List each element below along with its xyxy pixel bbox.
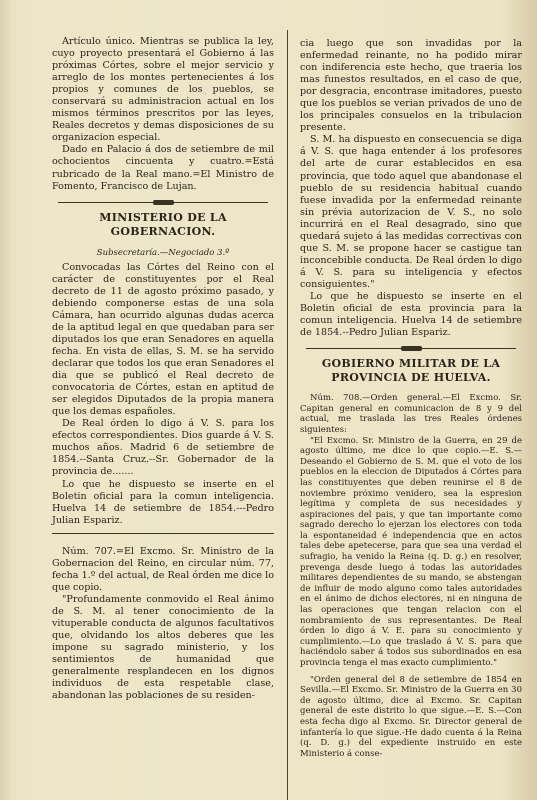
- left-column: [52, 36, 274, 702]
- order-708-heading: Núm. 708.—Orden general.—El Excmo. Sr. Capitan general en comunicacion de 8 y 9 del actual, me traslada las tres Reales órdenes siguientes:: [300, 393, 522, 435]
- gob-paragraph: Lo que he dispuesto se inserte en el Boletin oficial para la comun inteligencia. Huelva 14 de setiembre de 1854.---Pedro Julian Espariz.: [52, 478, 274, 526]
- divider-rule: [52, 533, 274, 534]
- section-title-gobernacion: MINISTERIO DE LA GOBERNACION.: [99, 210, 227, 238]
- gob-paragraph: De Real órden lo digo á V. S. para los efectos correspondientes. Dios guarde á V. S. muchos años. Madrid 6 de setiembre de 1854.--Santa Cruz.--Sr. Gobernador de la provincia de.......: [52, 418, 274, 478]
- continuation-paragraph: cia luego que son invadidas por la enfermedad reinante, no ha podido mirar con indiferencia este hecho, que traeria los mas funestos resultados, en el caso de que, por desgracia, encontrase imitadores, puesto que los pueblos se verian privados de uno de los principales consuelos en la tribulacion presente.: [300, 38, 522, 134]
- ornamental-rule: [58, 199, 268, 205]
- right-column: [300, 38, 522, 759]
- circular-707-body: "Profundamente conmovido el Real ánimo de S. M. al tener conocimiento de la vituperable conducta de algunos facultativos que, olvidando los altos deberes que les impone su sagrado ministerio, y los sentimientos de humanidad que generalmente resplandecen en los dignos individuos de esta respetable clase, abandonan las poblaciones de su residen-: [52, 593, 274, 702]
- column-divider: [287, 30, 288, 800]
- continuation-paragraph: Lo que he dispuesto se inserte en el Boletin oficial de esta provincia para la comun inteligencia. Huelva 14 de setiembre de 1854.--Pedro Julian Espariz.: [300, 290, 522, 339]
- order-general-body: "Orden general del 8 de setiembre de 1854 en Sevilla.—El Excmo. Sr. Ministro de la Guerra en 30 de agosto último, dice al Excmo. Sr. Capitan general de este distrito lo que sigue.—E. S.—Con esta fecha digo al Excmo. Sr. Director general de infantería lo que sigue.-He dado cuenta á la Reina (q. D. g.) del expediente instruido en este Ministerio á conse-: [300, 674, 522, 759]
- circular-707-heading: Núm. 707.=El Excmo. Sr. Ministro de la Gobernacion del Reino, en circular núm. 77, fecha 1.º del actual, de Real órden me dice lo que copio.: [52, 545, 274, 593]
- order-708-body: "El Excmo. Sr. Ministro de la Guerra, en 29 de agosto último, me dice lo que copio.—E. S.—Deseando el Gobierno de S. M. que el voto de los pueblos en la eleccion de Diputados á Córtes para las constituyentes que deben reunirse el 8 de noviembre próximo venidero, sea la espresion legítima y completa de sus necesidades y aspiraciones del pais, y que tan importante como sagrado derecho lo ejerzan los electores con toda la espontaneidad é independencia que en actos tales debe apetecerse, para que sea una verdad el sufragio, ha venido la Reina (q. D. g.) en resolver, prevenga desde luego á todas las autoridades militares dependientes de su mando, se abstengan de influir de modo alguno como tales autoridades en el ánimo de dichos electores, ni en ninguna de las operaciones que tengan relacion con el nombramiento de sus representantes. De Real órden lo digo á V. E. para su conocimiento y cumplimiento.—Lo que traslado á V. S. para que haciéndolo saber á todos sus subordinados en esa provincia tenga el mas exacto cumplimiento.": [300, 435, 522, 669]
- decree-signature: Dado en Palacio á dos de setiembre de mil ochocientos cincuenta y cuatro.=Está rubricado de la Real mano.=El Ministro de Fomento, Francisco de Lujan.: [52, 144, 274, 192]
- ornamental-rule: [306, 345, 516, 351]
- continuation-paragraph: S. M. ha dispuesto en consecuencia se diga á V. S. que haga entender á los profesores del arte de curar establecidos en esa provincia, que todo aquel que abandonase el pueblo de su residencia habitual cuando fuese invadida por la enfermedad reinante sin prévia autorizacion de V. S., no solo incurrirá en el Real desagrado, sino que quedará sujeto á las medidas correctivas con que S. M. se propone hacer se castigue tan inconcebible conducta. De Real órden lo digo á V. S. para su inteligencia y efectos consiguientes.": [300, 134, 522, 290]
- decree-article: Artículo único. Mientras se publica la ley, cuyo proyecto presentará el Gobierno á las próximas Córtes, sobre el mejor servicio y arreglo de los montes pertenecientes á los propios y comunes de los pueblos, se conservará su administracion actual en los mismos términos prescritos por las leyes, Reales decretos y demas disposiciones de su organizacion especial.: [52, 36, 274, 144]
- section-title-gobierno-militar: GOBIERNO MILITAR DE LA PROVINCIA DE HUELVA.: [321, 357, 501, 385]
- section-subtitle: Subsecretaría.—Negociado 3.º: [96, 247, 230, 258]
- gob-paragraph: Convocadas las Córtes del Reino con el carácter de constituyentes por el Real decreto de 11 de agosto próximo pasado, y debiendo componerse estas de una sola Cámara, han ocurrido algunas dudas acerca de la aptitud legal en que quedaban para ser diputados los que eran Senadores en aquella fecha. En vista de ellas, S. M. se ha servido declarar que todos los que eran Senadores el dia que se publicó el Real decreto de convocatoria de Córtes, estan en aptitud de ser elegidos Diputados de la propia manera que los demas españoles.: [52, 261, 274, 418]
